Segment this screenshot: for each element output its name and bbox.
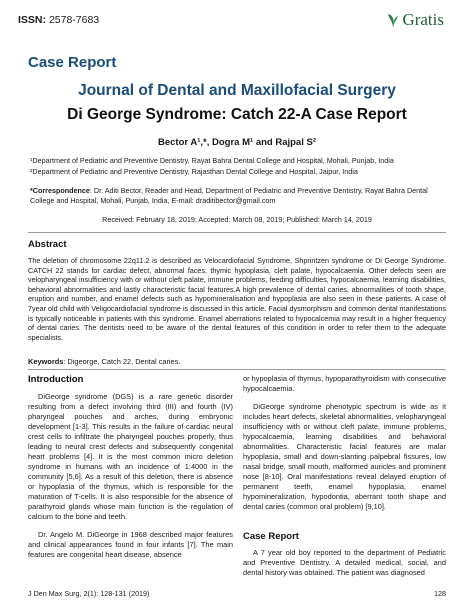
issn-label: ISSN: [18,14,47,26]
correspondence-label: *Correspondence [30,186,90,195]
paragraph: DiGeorge syndrome phenotypic spectrum is wide as it includes heart defects, skeletal abnormalities, velopharyngeal insufficiency with or without cleft palate, immune problems, hypocalcaemia, learning disabilities and behavioral abnormalities. Characteristic facial features are malar hypoplasia, small and down-slanting palpebral fissures, low nasal bridge, small mouth, malformed auricles and prominent nose [8-10]. Oral manifestations reveal delayed eruption of permanent teeth, enamel hypoplasia, enamel hypomineralization, hypodontia, aberrant tooth shape and dental caries (common oral problem) [9,10]. [243,402,446,511]
paragraph: A 7 year old boy reported to the department of Pediatric and Preventive Dentistry. A detailed medical, social, and dental history was obtained. The patient was diagnosed [243,548,446,577]
correspondence [30,186,450,206]
publisher-logo [386,10,444,30]
affiliation-2: ²Department of Pediatric and Preventive Dentistry, Rajasthan Dental College and Hospital, Jaipur, India [30,167,358,176]
journal-title: Journal of Dental and Maxillofacial Surgery [78,82,396,99]
affiliation-1: ¹Department of Pediatric and Preventive Dentistry, Rayat Bahra Dental College and Hospital, Mohali, Punjab, India [30,156,394,165]
article-title: Di George Syndrome: Catch 22-A Case Report [67,106,407,123]
logo-text: Gratis [402,10,444,29]
right-column [243,374,446,520]
paragraph: DiGeorge syndrome (DGS) is a rare genetic disorder resulting from a defect involving third (III) and fourth (IV) pharyngeal pouches and arches, during embryonic development [1-3]. This results in the failure of cardiac neural crest cells to infiltrate the pharyngeal pouches properly, thus leading to neural crest defects and subsequently congenital heart problems [4]. It is the most common micro deletion syndrome in humans with an incidence of 1:4000 in the community [5,6]. As a result of this deletion, there is absence or hypoplasia of the thymus, which is responsible for the maturation of T-cells. It is also responsible for the absence of parathyroid glands whose main function is the regulation of calcium to the bone and teeth. [28,392,233,521]
divider [28,232,446,233]
introduction-heading: Introduction [28,374,84,385]
leaf-icon [386,11,400,29]
case-report-text [243,548,446,586]
divider [28,369,446,370]
paragraph: Dr. Angelo M. DiGeorge in 1968 described major features and clinical appearances found in four infants [7]. The main features are congenital heart disease, absence [28,530,233,559]
paragraph: or hypoplasia of thymus, hypoparathyroidism with consecutive hypocalcaemia. [243,374,446,393]
keywords-label: Keywords [28,357,64,366]
issn-line [18,14,99,26]
citation: J Den Max Surg, 2(1): 128-131 (2019) [28,589,150,598]
keywords-text: : Digeorge, Catch 22, Dental caries. [63,357,181,366]
case-report-heading: Case Report [243,531,299,542]
article-dates: Received: February 18, 2019; Accepted: March 08, 2019; Published: March 14, 2019 [102,215,372,224]
left-column [28,392,233,568]
page-number: 128 [434,589,446,598]
article-type: Case Report [28,54,117,71]
author-list: Bector A¹,*, Dogra M¹ and Rajpal S² [158,137,316,148]
keywords [28,357,180,366]
issn-value: 2578-7683 [48,14,100,26]
abstract-heading: Abstract [28,239,67,250]
correspondence-text: : Dr. Aditi Bector, Reader and Head, Department of Pediatric and Preventive Dentistry, Rayat Bahra Dental College and Hospital, Mohali, Punjab, India, E-mail: draditibector@gmail.com [30,186,428,205]
abstract-body: The deletion of chromosome 22q11.2 is described as Velocardiofacial Syndrome, Shprintzen syndrome or Di George Syndrome. CATCH 22 stands for cardiac defect, abnormal faces, thymic hypoplasia, cleft palate, hypocalcaemia. Other defects seen are velopharyngeal insufficiency with or without cleft palate, immune problems, feeding difficulties, hypocalcaemia, learning disabilities, behavioral abnormalities and lastly characteristic facial features.A high prevalence of dental caries, abnormalities of tooth shape, eruption and number, and enamel defects such as hypomineralisation and hypoplasia are also seen in these patients. A case of 7year old child with Veligocardiofacial syndrome is discussed in this article. Facial dysmorphism and common dental manifestations is typically noticeable in patients with this syndrome. Enamel aberrations related to hypocalcemia may result in a higher frequency of dental caries. The dentists need to be aware of the dental features of this condition in order to refer them to the adequate specialists. [28,256,446,342]
